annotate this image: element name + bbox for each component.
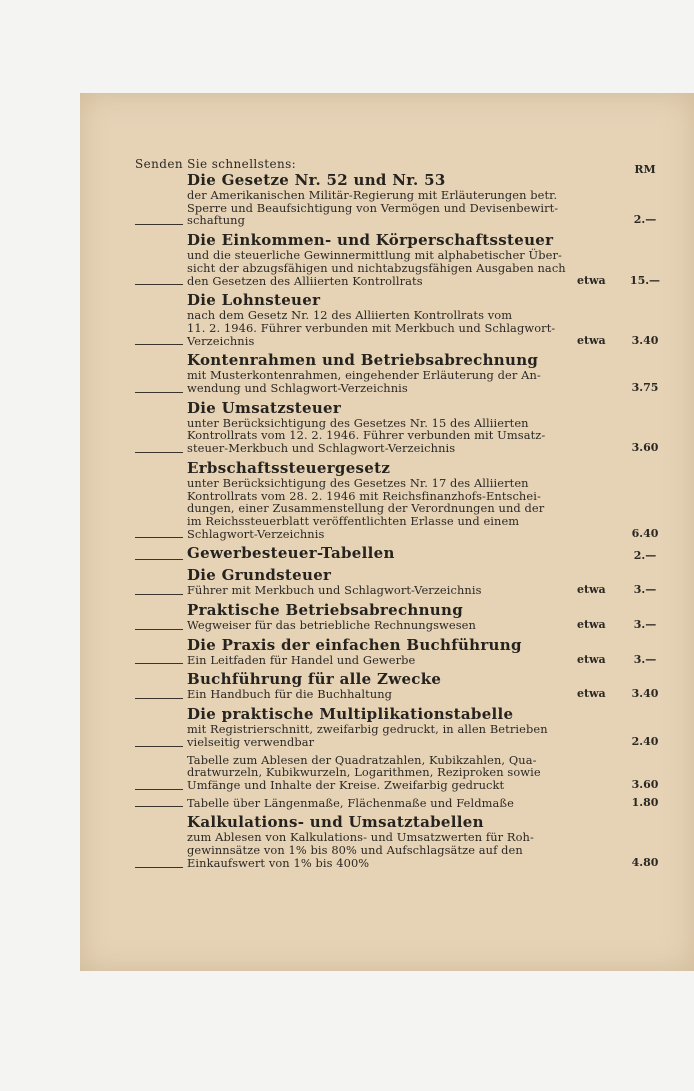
order-line[interactable] xyxy=(135,584,694,597)
book-title: Kontenrahmen und Betriebsabrechnung xyxy=(187,351,539,370)
book-description: im Reichssteuerblatt veröffentlichten Erlasse und einem xyxy=(187,513,520,528)
book-description: Verzeichnis xyxy=(187,333,255,348)
book-description: Ein Handbuch für die Buchhaltung xyxy=(187,687,393,702)
book-entry xyxy=(135,292,694,347)
book-description: Umfänge und Inhalte der Kreise. Zweifarbig gedruckt xyxy=(187,777,505,792)
book-description: Tabelle über Längenmaße, Flächenmaße und Feldmaße xyxy=(187,795,514,810)
book-description: 11. 2. 1946. Führer verbunden mit Merkbuch und Schlagwort- xyxy=(187,320,556,335)
book-entry xyxy=(135,172,694,227)
book-title: Erbschaftssteuergesetz xyxy=(187,458,391,477)
approx-note: etwa xyxy=(577,273,606,287)
approx-note: etwa xyxy=(577,652,606,666)
description-line xyxy=(135,322,694,335)
book-entry xyxy=(135,797,694,810)
order-line[interactable] xyxy=(135,382,694,395)
order-line[interactable] xyxy=(135,335,694,348)
book-description: gewinnsätze von 1% bis 80% und Aufschlagsätze auf den xyxy=(187,843,523,858)
book-entry xyxy=(135,814,694,869)
book-description: Ein Leitfaden für Handel und Gewerbe xyxy=(187,652,416,667)
book-description: steuer-Merkbuch und Schlagwort-Verzeichnis xyxy=(187,441,456,456)
book-description: unter Berücksichtigung des Gesetzes Nr. 15 des Alliierten xyxy=(187,415,529,430)
price: 2.— xyxy=(633,548,657,562)
book-entry xyxy=(135,602,694,632)
book-title: Die Umsatzsteuer xyxy=(187,398,342,417)
book-description: vielseitig verwendbar xyxy=(187,734,315,749)
order-line[interactable] xyxy=(135,275,694,288)
description-line xyxy=(135,262,694,275)
book-description: schaftung xyxy=(187,213,246,228)
approx-note: etwa xyxy=(577,618,606,632)
book-title: Kalkulations- und Umsatztabellen xyxy=(187,813,484,832)
description-line xyxy=(135,723,694,736)
book-title: Die Einkommen- und Körperschaftssteuer xyxy=(187,231,554,250)
price: 2.— xyxy=(633,213,657,227)
price: 3.— xyxy=(633,652,657,666)
price: 4.80 xyxy=(631,855,659,869)
book-title: Die Gesetze Nr. 52 und Nr. 53 xyxy=(187,171,446,189)
order-line[interactable] xyxy=(135,654,694,667)
book-title: Die Praxis der einfachen Buchführung xyxy=(187,635,522,654)
approx-note: etwa xyxy=(577,687,606,701)
book-description: unter Berücksichtigung des Gesetzes Nr. 17 des Alliierten xyxy=(187,475,529,490)
book-description: Wegweiser für das betriebliche Rechnungswesen xyxy=(187,618,476,633)
order-line[interactable] xyxy=(135,528,694,541)
book-description: zum Ablesen von Kalkulations- und Umsatzwerten für Roh- xyxy=(187,830,534,845)
book-description: mit Registrierschnitt, zweifarbig gedruckt, in allen Betrieben xyxy=(187,722,548,737)
order-line[interactable] xyxy=(135,688,694,701)
book-description: Führer mit Merkbuch und Schlagwort-Verzeichnis xyxy=(187,583,482,598)
book-entry xyxy=(135,400,694,455)
book-entry xyxy=(135,545,694,562)
book-title: Die Lohnsteuer xyxy=(187,291,321,310)
book-description: Kontrollrats vom 12. 2. 1946. Führer verbunden mit Umsatz- xyxy=(187,428,546,443)
description-line xyxy=(135,249,694,262)
price-list xyxy=(135,157,694,875)
price: 3.40 xyxy=(631,333,659,347)
book-description: und die steuerliche Gewinnermittlung mit alphabetischer Über- xyxy=(187,248,562,263)
book-description: dungen, einer Zusammenstellung der Verordnungen und der xyxy=(187,501,545,516)
order-form-sheet xyxy=(80,93,694,971)
book-entry xyxy=(135,460,694,541)
description-line xyxy=(135,477,694,490)
book-description: Sperre und Beaufsichtigung von Vermögen und Devisenbewirt- xyxy=(187,200,559,215)
book-entry xyxy=(135,637,694,667)
order-line[interactable] xyxy=(135,797,694,810)
price: 2.40 xyxy=(631,734,659,748)
book-entry xyxy=(135,232,694,287)
book-description: Schlagwort-Verzeichnis xyxy=(187,526,325,541)
book-description: wendung und Schlagwort-Verzeichnis xyxy=(187,381,408,396)
intro-text: Senden Sie schnellstens: xyxy=(135,157,297,171)
price: 3.75 xyxy=(631,381,659,395)
currency-label: RM xyxy=(634,163,656,176)
book-description: dratwurzeln, Kubikwurzeln, Logarithmen, Reziproken sowie xyxy=(187,765,541,780)
approx-note: etwa xyxy=(577,583,606,597)
book-title: Gewerbesteuer-Tabellen xyxy=(187,544,395,563)
book-description: mit Musterkontenrahmen, eingehender Erläuterung der An- xyxy=(187,368,541,383)
order-line[interactable] xyxy=(135,214,694,227)
order-line[interactable] xyxy=(135,857,694,870)
book-entry xyxy=(135,567,694,597)
order-line[interactable] xyxy=(135,619,694,632)
price: 3.— xyxy=(633,583,657,597)
book-description: nach dem Gesetz Nr. 12 des Alliierten Kontrollrats vom xyxy=(187,308,513,323)
book-title: Die praktische Multiplikationstabelle xyxy=(187,705,514,724)
price: 15.— xyxy=(629,273,661,287)
description-line xyxy=(135,189,694,202)
book-description: der Amerikanischen Militär-Regierung mit Erläuterungen betr. xyxy=(187,188,558,202)
book-title: Praktische Betriebsabrechnung xyxy=(187,601,463,620)
description-line xyxy=(135,515,694,528)
price: 6.40 xyxy=(631,526,659,540)
book-entry xyxy=(135,754,694,792)
price: 3.40 xyxy=(631,687,659,701)
book-description: Kontrollrats vom 28. 2. 1946 mit Reichsfinanzhofs-Entschei- xyxy=(187,488,541,503)
order-line[interactable] xyxy=(135,779,694,792)
book-title: Buchführung für alle Zwecke xyxy=(187,670,442,689)
price: 3.60 xyxy=(631,777,659,791)
order-line[interactable] xyxy=(135,442,694,455)
description-line xyxy=(135,844,694,857)
book-description: Einkaufswert von 1% bis 400% xyxy=(187,855,370,870)
price: 3.60 xyxy=(631,441,659,455)
book-description: sicht der abzugsfähigen und nichtabzugsfähigen Ausgaben nach xyxy=(187,260,566,275)
price: 1.80 xyxy=(631,795,659,809)
book-entry xyxy=(135,671,694,701)
order-line[interactable] xyxy=(135,545,694,562)
price: 3.— xyxy=(633,618,657,632)
order-line[interactable] xyxy=(135,736,694,749)
book-description: den Gesetzen des Alliierten Kontrollrats xyxy=(187,273,423,288)
book-title: Die Grundsteuer xyxy=(187,566,332,585)
approx-note: etwa xyxy=(577,333,606,347)
book-entry xyxy=(135,706,694,748)
book-entry xyxy=(135,352,694,394)
book-description: Tabelle zum Ablesen der Quadratzahlen, Kubikzahlen, Qua- xyxy=(187,752,537,767)
